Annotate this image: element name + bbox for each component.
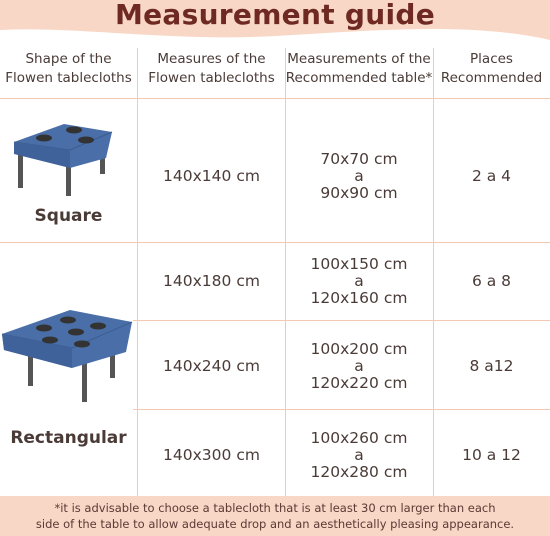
rect-recommended-table-1: 100x150 cm a 120x160 cm xyxy=(310,255,408,307)
row-divider xyxy=(133,320,550,321)
square-places: 2 a 4 xyxy=(471,167,512,185)
square-size: 140x140 cm xyxy=(163,167,260,185)
row-divider xyxy=(133,409,550,410)
section-divider xyxy=(0,242,550,243)
header-recommended-table: Measurements of the Recommended table* xyxy=(285,51,433,86)
rect-places-2: 8 a12 xyxy=(469,357,514,375)
page-title: Measurement guide xyxy=(114,0,436,31)
rect-places-3: 10 a 12 xyxy=(462,446,521,464)
header-divider xyxy=(0,98,550,99)
title-band xyxy=(0,0,550,46)
header-places: Places Recommended xyxy=(440,51,543,86)
shape-label-square: Square xyxy=(34,206,103,226)
footnote: *it is advisable to choose a tablecloth that is at least 30 cm larger than each side of the table to allow adequate drop and an aesthetically pleasing appearance. xyxy=(35,501,515,531)
square-recommended-table: 70x70 cm a 90x90 cm xyxy=(320,150,398,202)
header-shape: Shape of the Flowen tablecloths xyxy=(5,51,132,86)
column-divider xyxy=(433,48,434,496)
rect-size-1: 140x180 cm xyxy=(163,272,260,290)
rect-places-1: 6 a 8 xyxy=(471,272,512,290)
shape-label-rectangular: Rectangular xyxy=(10,428,127,448)
header-measures: Measures of the Flowen tablecloths xyxy=(148,51,275,86)
column-divider xyxy=(137,48,138,496)
rect-recommended-table-3: 100x260 cm a 120x280 cm xyxy=(310,429,408,481)
rect-size-2: 140x240 cm xyxy=(163,357,260,375)
rectangular-table-image xyxy=(0,300,136,410)
rect-size-3: 140x300 cm xyxy=(163,446,260,464)
rect-recommended-table-2: 100x200 cm a 120x220 cm xyxy=(310,340,408,392)
square-table-image xyxy=(8,112,130,198)
